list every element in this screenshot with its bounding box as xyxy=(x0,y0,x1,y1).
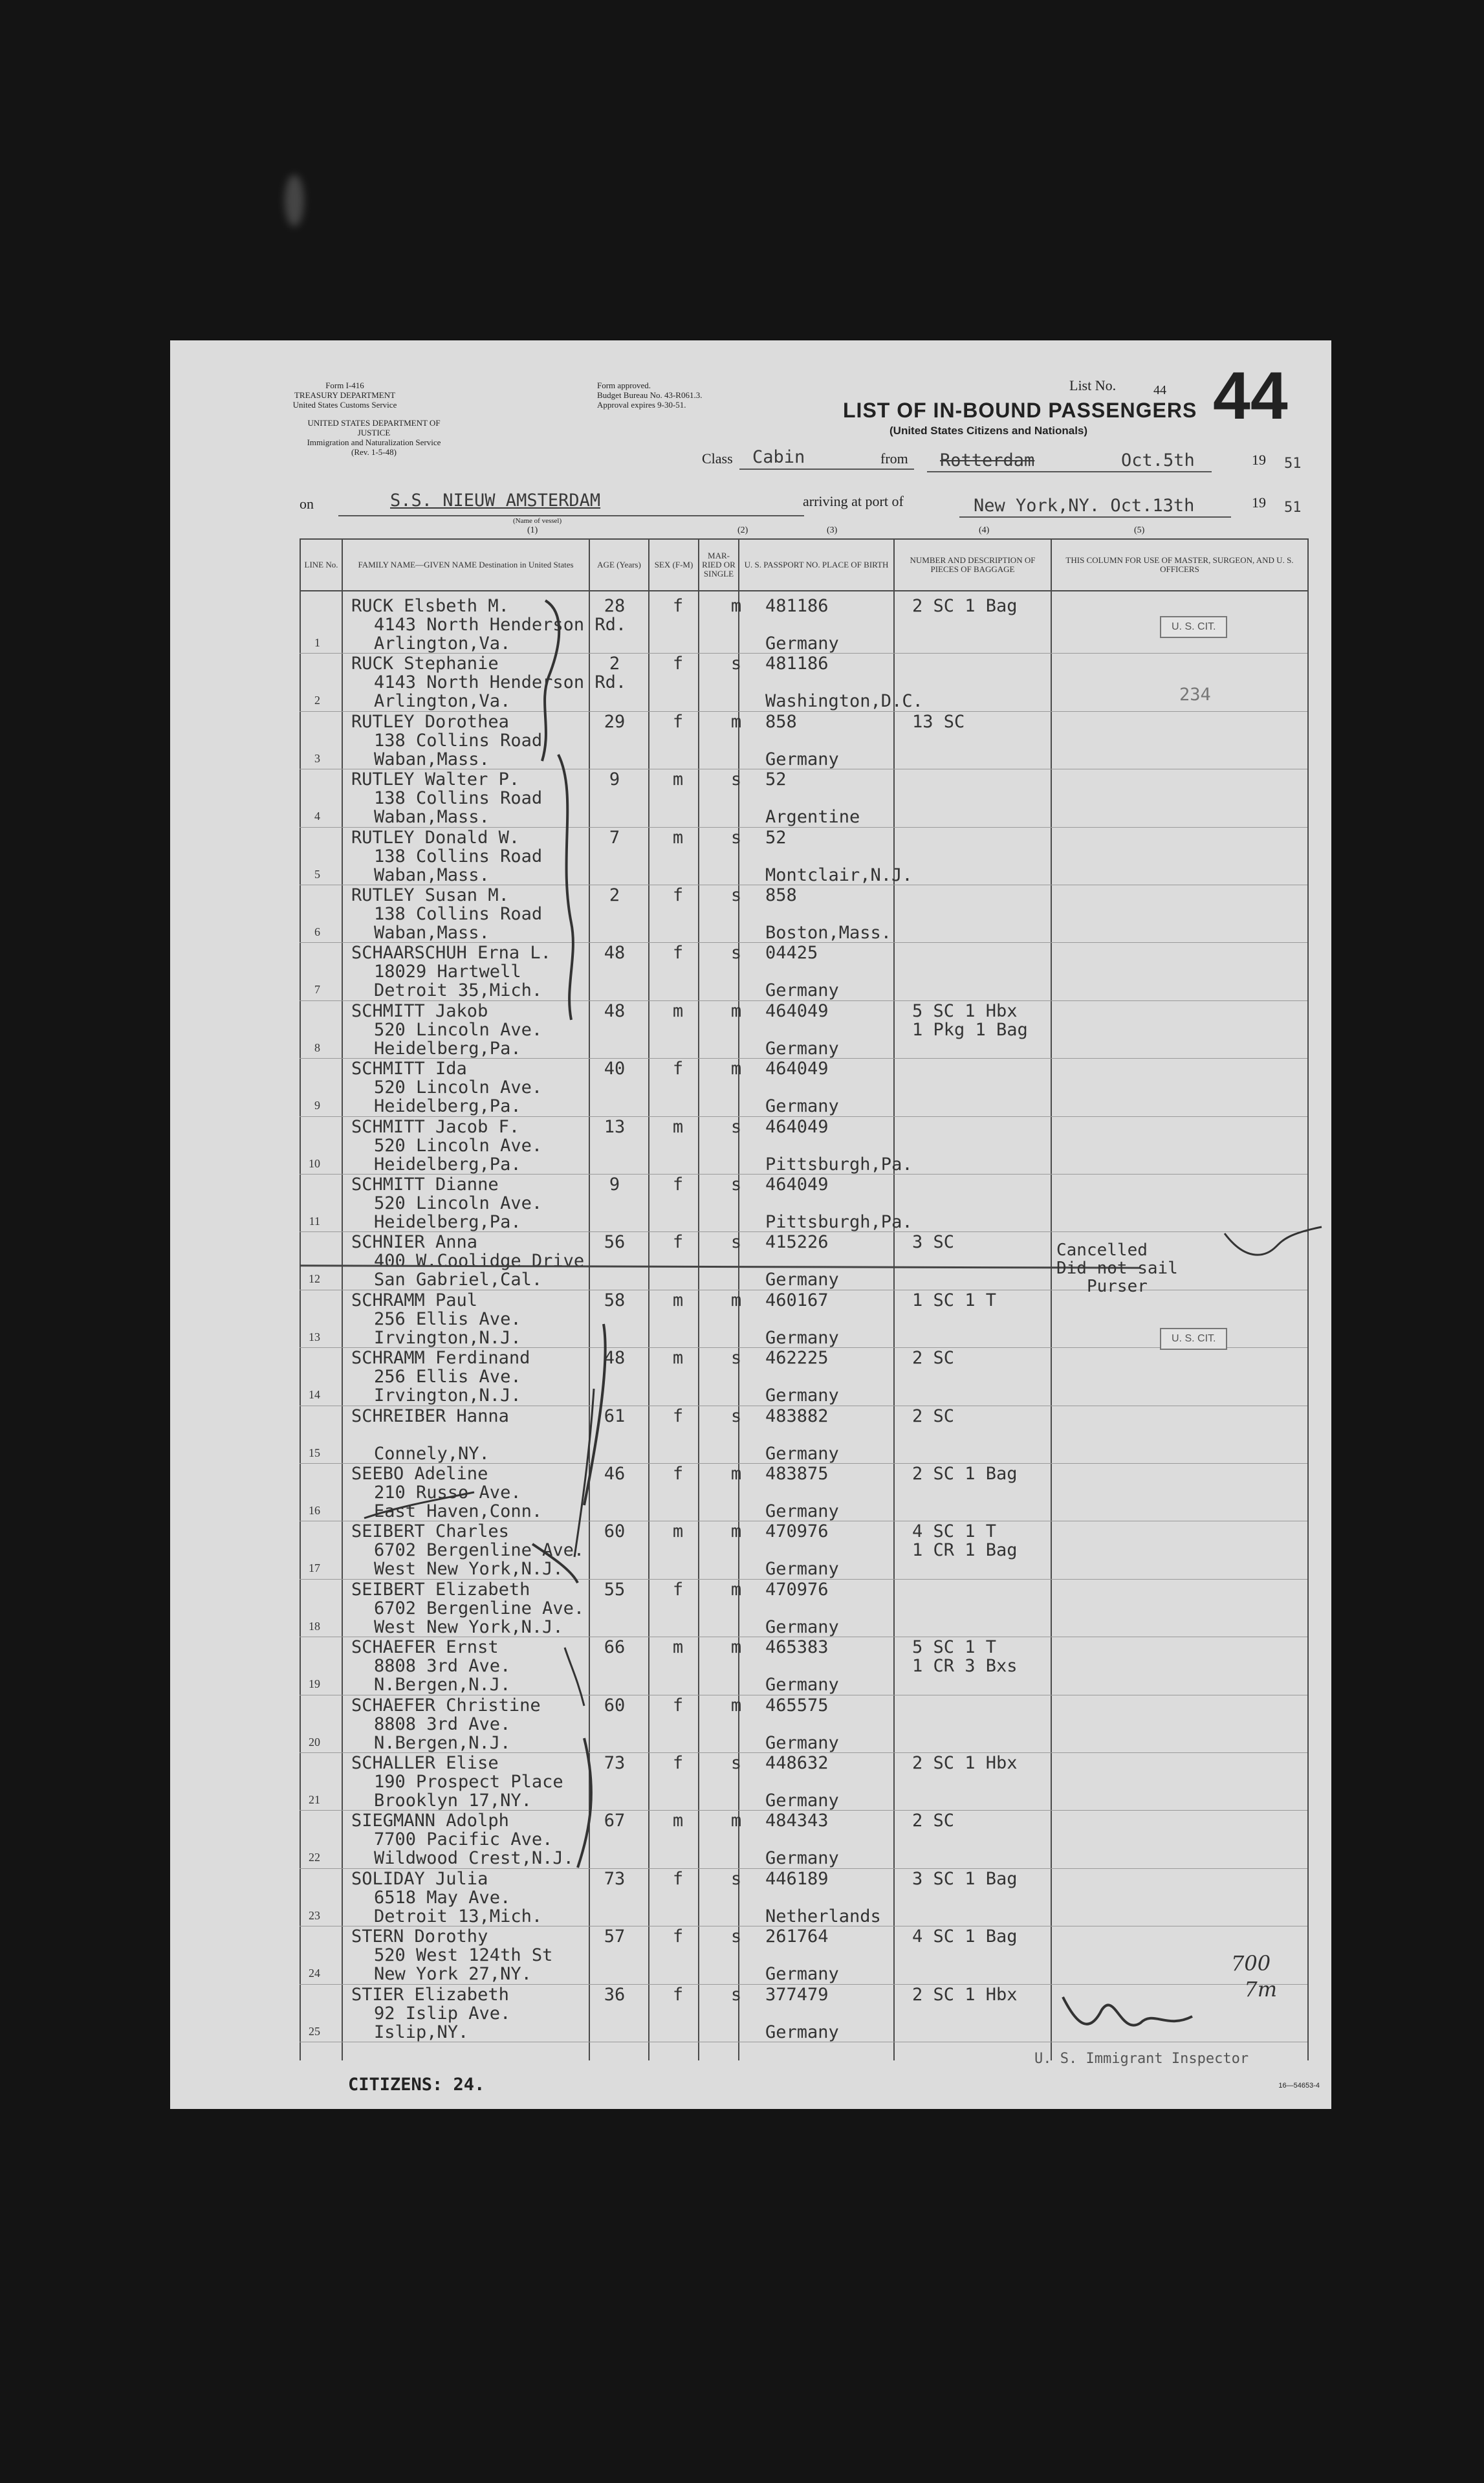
passport-number: 460167 xyxy=(765,1290,829,1310)
passenger-name: SCHNIER Anna xyxy=(351,1232,478,1253)
passenger-marital: s xyxy=(730,1116,742,1137)
passenger-name: SEIBERT Elizabeth xyxy=(351,1579,530,1600)
passenger-city: Waban,Mass. xyxy=(374,749,490,769)
passenger-address: 400 W.Coolidge Drive xyxy=(374,1251,585,1272)
line-number: 4 xyxy=(314,810,320,823)
col-sex-header: SEX (F-M) xyxy=(649,539,699,591)
place-of-birth: Netherlands xyxy=(765,1906,881,1926)
passport-number: 470976 xyxy=(765,1579,829,1600)
passenger-name: SCHAEFER Christine xyxy=(351,1695,541,1716)
passenger-marital: m xyxy=(730,1059,742,1079)
from-label: from xyxy=(880,450,908,467)
citizens-count: CITIZENS: 24. xyxy=(348,2075,485,2095)
passenger-marital: s xyxy=(730,1753,742,1773)
place-of-birth: Germany xyxy=(765,1096,839,1117)
passenger-name: SCHRAMM Paul xyxy=(351,1290,478,1310)
passenger-address: 8808 3rd Ave. xyxy=(374,1656,511,1677)
passenger-marital: s xyxy=(730,1984,742,2005)
passenger-age: 46 xyxy=(604,1464,626,1484)
passport-number: 448632 xyxy=(765,1753,829,1773)
passport-number: 52 xyxy=(765,827,787,848)
passenger-sex: f xyxy=(672,596,684,616)
passenger-sex: f xyxy=(672,1868,684,1889)
line-number: 9 xyxy=(314,1099,320,1112)
list-no-value: 44 xyxy=(1153,383,1166,397)
arriving-label: arriving at port of xyxy=(803,493,904,509)
passport-number: 04425 xyxy=(765,943,818,964)
cancelled-note: Cancelled Did not sail Purser xyxy=(1056,1241,1178,1296)
passenger-address: 18029 Hartwell xyxy=(374,962,521,982)
page-title: LIST OF IN-BOUND PASSENGERS xyxy=(843,399,1197,422)
place-of-birth: Germany xyxy=(765,1385,839,1406)
passport-number: 446189 xyxy=(765,1868,829,1889)
baggage-desc-2: 1 CR 1 Bag xyxy=(912,1540,1018,1561)
baggage-desc: 4 SC 1 T xyxy=(912,1521,997,1542)
passenger-address: 6702 Bergenline Ave. xyxy=(374,1540,585,1561)
passenger-sex: f xyxy=(672,1753,684,1773)
passenger-marital: s xyxy=(730,769,742,790)
passenger-sex: f xyxy=(672,1175,684,1195)
line-number: 13 xyxy=(309,1330,320,1343)
passenger-marital: m xyxy=(730,1000,742,1021)
passenger-address: 520 West 124th St xyxy=(374,1945,553,1966)
passenger-name: SCHMITT Ida xyxy=(351,1059,467,1079)
passenger-marital: m xyxy=(730,1579,742,1600)
passport-number: 858 xyxy=(765,711,797,732)
passport-number: 464049 xyxy=(765,1000,829,1021)
passenger-marital: m xyxy=(730,711,742,732)
passenger-name: RUTLEY Walter P. xyxy=(351,769,520,790)
baggage-desc: 5 SC 1 T xyxy=(912,1637,997,1658)
baggage-desc: 2 SC 1 Bag xyxy=(912,1464,1018,1484)
baggage-desc: 2 SC 1 Hbx xyxy=(912,1753,1018,1773)
passport-number: 52 xyxy=(765,769,787,790)
list-no-label: List No. xyxy=(1069,377,1117,393)
place-of-birth: Washington,D.C. xyxy=(765,691,923,712)
passport-number: 261764 xyxy=(765,1926,829,1947)
year-prefix: 19 xyxy=(1252,452,1266,468)
passenger-city: N.Bergen,N.J. xyxy=(374,1675,511,1695)
passenger-name: RUCK Stephanie xyxy=(351,654,499,674)
passenger-address: 210 Russo Ave. xyxy=(374,1483,521,1503)
passenger-marital: s xyxy=(730,1868,742,1889)
passenger-marital: s xyxy=(730,654,742,674)
col-number-1: (1) xyxy=(527,525,538,535)
expires-label: Approval expires 9-30-51. xyxy=(597,400,686,410)
passport-number: 481186 xyxy=(765,654,829,674)
passenger-city: San Gabriel,Cal. xyxy=(374,1270,543,1290)
passenger-marital: s xyxy=(730,885,742,905)
passenger-age: 40 xyxy=(604,1059,626,1079)
passenger-name: SCHMITT Jakob xyxy=(351,1000,488,1021)
passenger-city: Waban,Mass. xyxy=(374,923,490,943)
place-of-birth: Pittsburgh,Pa. xyxy=(765,1212,913,1232)
line-number: 15 xyxy=(309,1446,320,1459)
passenger-age: 73 xyxy=(604,1868,626,1889)
passenger-address: 256 Ellis Ave. xyxy=(374,1308,521,1329)
passenger-name: SCHALLER Elise xyxy=(351,1753,499,1773)
class-value: Cabin xyxy=(752,447,805,467)
passenger-sex: f xyxy=(672,1464,684,1484)
passenger-city: Heidelberg,Pa. xyxy=(374,1154,521,1175)
passenger-city: Connely,NY. xyxy=(374,1443,490,1464)
passenger-marital: m xyxy=(730,1464,742,1484)
baggage-desc: 3 SC xyxy=(912,1232,955,1253)
line-number: 1 xyxy=(314,636,320,649)
passport-number: 481186 xyxy=(765,596,829,616)
place-of-birth: Germany xyxy=(765,1443,839,1464)
place-of-birth: Argentine xyxy=(765,807,860,828)
year-prefix: 19 xyxy=(1252,494,1266,511)
passport-number: 415226 xyxy=(765,1232,829,1253)
passenger-sex: f xyxy=(672,1926,684,1947)
passenger-city: Arlington,Va. xyxy=(374,691,511,712)
class-label: Class xyxy=(702,450,733,467)
passenger-sex: f xyxy=(672,943,684,964)
passenger-address: 138 Collins Road xyxy=(374,788,543,809)
customs-label: United States Customs Service xyxy=(292,400,397,410)
passenger-city: N.Bergen,N.J. xyxy=(374,1732,511,1753)
line-number: 8 xyxy=(314,1041,320,1054)
passenger-name: SCHAEFER Ernst xyxy=(351,1637,499,1658)
line-number: 2 xyxy=(314,694,320,707)
line-number: 23 xyxy=(309,1908,320,1922)
passenger-sex: f xyxy=(672,654,684,674)
passenger-age: 48 xyxy=(604,1348,626,1369)
passport-number: 470976 xyxy=(765,1521,829,1542)
baggage-desc: 3 SC 1 Bag xyxy=(912,1868,1018,1889)
passenger-marital: m xyxy=(730,596,742,616)
passenger-sex: f xyxy=(672,1232,684,1253)
passenger-name: SEIBERT Charles xyxy=(351,1521,509,1542)
passenger-city: Heidelberg,Pa. xyxy=(374,1212,521,1232)
col-number-3: (3) xyxy=(827,525,838,535)
passport-number: 462225 xyxy=(765,1348,829,1369)
baggage-desc: 2 SC xyxy=(912,1348,955,1369)
passenger-city: Wildwood Crest,N.J. xyxy=(374,1848,574,1869)
place-of-birth: Montclair,N.J. xyxy=(765,865,913,885)
passenger-city: West New York,N.J. xyxy=(374,1617,563,1637)
passenger-sex: m xyxy=(672,1811,684,1831)
passenger-marital: m xyxy=(730,1637,742,1658)
big-list-number: 44 xyxy=(1213,359,1288,434)
passenger-marital: s xyxy=(730,1406,742,1426)
passenger-age: 56 xyxy=(604,1232,626,1253)
passenger-age: 9 xyxy=(609,769,620,790)
handwriting-marks xyxy=(170,340,1331,2109)
passenger-city: Arlington,Va. xyxy=(374,634,511,654)
place-of-birth: Pittsburgh,Pa. xyxy=(765,1154,913,1175)
passport-number: 464049 xyxy=(765,1116,829,1137)
passenger-name: SCHMITT Dianne xyxy=(351,1175,499,1195)
passenger-city: Detroit 35,Mich. xyxy=(374,980,543,1001)
on-label: on xyxy=(300,496,314,512)
line-number: 6 xyxy=(314,925,320,938)
line-number: 3 xyxy=(314,751,320,765)
col-passport-header: U. S. PASSPORT NO. PLACE OF BIRTH xyxy=(739,539,894,591)
passenger-age: 48 xyxy=(604,943,626,964)
passenger-address: 138 Collins Road xyxy=(374,846,543,866)
approved-label: Form approved. xyxy=(597,381,651,390)
passenger-age: 13 xyxy=(604,1116,626,1137)
passenger-sex: m xyxy=(672,1637,684,1658)
year-from: 51 xyxy=(1284,456,1302,472)
passport-number: 483875 xyxy=(765,1464,829,1484)
passenger-address: 7700 Pacific Ave. xyxy=(374,1829,553,1850)
passenger-name: SCHAARSCHUH Erna L. xyxy=(351,943,551,964)
passenger-age: 2 xyxy=(609,654,620,674)
passenger-age: 2 xyxy=(609,885,620,905)
place-of-birth: Germany xyxy=(765,1038,839,1059)
revision-label: (Rev. 1-5-48) xyxy=(351,447,397,457)
passenger-sex: f xyxy=(672,885,684,905)
passenger-marital: s xyxy=(730,943,742,964)
line-number: 19 xyxy=(309,1677,320,1691)
baggage-desc: 2 SC 1 Hbx xyxy=(912,1984,1018,2005)
place-of-birth: Germany xyxy=(765,1559,839,1580)
passenger-marital: m xyxy=(730,1521,742,1542)
place-of-birth: Germany xyxy=(765,1675,839,1695)
treasury-label: TREASURY DEPARTMENT xyxy=(294,390,396,400)
passport-number: 465575 xyxy=(765,1695,829,1716)
passenger-marital: m xyxy=(730,1695,742,1716)
passenger-age: 57 xyxy=(604,1926,626,1947)
passenger-age: 60 xyxy=(604,1695,626,1716)
passenger-address: 520 Lincoln Ave. xyxy=(374,1135,543,1156)
passenger-address: 190 Prospect Place xyxy=(374,1772,563,1792)
passenger-name: SCHRAMM Ferdinand xyxy=(351,1348,530,1369)
place-of-birth: Germany xyxy=(765,980,839,1001)
inspector-label: U. S. Immigrant Inspector xyxy=(1034,2051,1249,2067)
place-of-birth: Boston,Mass. xyxy=(765,923,892,943)
us-cit-stamp: U. S. CIT. xyxy=(1160,616,1227,638)
passenger-age: 60 xyxy=(604,1521,626,1542)
page-subtitle: (United States Citizens and Nationals) xyxy=(889,425,1088,437)
passenger-address: 92 Islip Ave. xyxy=(374,2003,511,2024)
line-number: 11 xyxy=(309,1215,320,1228)
place-of-birth: Germany xyxy=(765,1791,839,1811)
line-number: 7 xyxy=(314,983,320,997)
passenger-marital: m xyxy=(730,1811,742,1831)
passenger-name: RUTLEY Susan M. xyxy=(351,885,509,905)
place-of-birth: Germany xyxy=(765,2022,839,2042)
passenger-age: 28 xyxy=(604,596,626,616)
passenger-name: STIER Elizabeth xyxy=(351,1984,509,2005)
line-number: 25 xyxy=(309,2024,320,2038)
passport-number: 465383 xyxy=(765,1637,829,1658)
baggage-desc: 1 SC 1 T xyxy=(912,1290,997,1310)
passenger-city: West New York,N.J. xyxy=(374,1559,563,1580)
passenger-age: 67 xyxy=(604,1811,626,1831)
form-number: Form I-416 xyxy=(325,381,364,390)
passenger-address: 256 Ellis Ave. xyxy=(374,1367,521,1387)
photo-glare xyxy=(285,175,304,226)
baggage-desc: 2 SC xyxy=(912,1811,955,1831)
passenger-address: 4143 North Henderson Rd. xyxy=(374,615,627,635)
passenger-address: 138 Collins Road xyxy=(374,730,543,751)
passport-number: 464049 xyxy=(765,1059,829,1079)
line-number: 18 xyxy=(309,1619,320,1633)
baggage-desc: 2 SC xyxy=(912,1406,955,1426)
col-name-header: FAMILY NAME—GIVEN NAME Destination in United States xyxy=(342,539,589,591)
handwritten-234: 234 xyxy=(1179,685,1211,705)
col-baggage-header: NUMBER AND DESCRIPTION OF PIECES OF BAGGAGE xyxy=(894,539,1051,591)
baggage-desc: 2 SC 1 Bag xyxy=(912,596,1018,616)
place-of-birth: Germany xyxy=(765,1327,839,1348)
passenger-city: East Haven,Conn. xyxy=(374,1501,543,1521)
passenger-city: Irvington,N.J. xyxy=(374,1327,521,1348)
port-value: New York,NY. Oct.13th xyxy=(974,496,1195,516)
col-line-header: LINE No. xyxy=(300,539,342,591)
passenger-marital: m xyxy=(730,1290,742,1310)
passenger-marital: s xyxy=(730,1232,742,1253)
passenger-sex: m xyxy=(672,769,684,790)
passenger-sex: f xyxy=(672,1984,684,2005)
passenger-name: RUTLEY Donald W. xyxy=(351,827,520,848)
passenger-city: New York 27,NY. xyxy=(374,1964,532,1985)
baggage-desc-2: 1 CR 3 Bxs xyxy=(912,1656,1018,1677)
passenger-age: 61 xyxy=(604,1406,626,1426)
passenger-marital: s xyxy=(730,1348,742,1369)
year-arrive: 51 xyxy=(1284,500,1302,516)
passenger-address: 138 Collins Road xyxy=(374,904,543,924)
line-number: 10 xyxy=(309,1156,320,1170)
passenger-marital: s xyxy=(730,1926,742,1947)
line-number: 12 xyxy=(309,1272,320,1286)
col-number-2: (2) xyxy=(737,525,748,535)
passenger-city: Waban,Mass. xyxy=(374,865,490,885)
baggage-desc: 5 SC 1 Hbx xyxy=(912,1000,1018,1021)
passenger-name: RUCK Elsbeth M. xyxy=(351,596,509,616)
passenger-age: 66 xyxy=(604,1637,626,1658)
passenger-age: 7 xyxy=(609,827,620,848)
line-number: 24 xyxy=(309,1967,320,1980)
passenger-age: 48 xyxy=(604,1000,626,1021)
col-number-4: (4) xyxy=(979,525,990,535)
col-married-header: MAR-RIED OR SINGLE xyxy=(699,539,739,591)
passenger-marital: s xyxy=(730,1175,742,1195)
footer-code: 16—54653-4 xyxy=(1278,2082,1320,2090)
passenger-sex: f xyxy=(672,1579,684,1600)
handwritten-note: 700 7m xyxy=(1231,1951,1278,2002)
from-value: Rotterdam xyxy=(940,450,1035,470)
passport-number: 484343 xyxy=(765,1811,829,1831)
col-number-5: (5) xyxy=(1134,525,1145,535)
passenger-sex: m xyxy=(672,1116,684,1137)
passenger-address: 520 Lincoln Ave. xyxy=(374,1077,543,1098)
place-of-birth: Germany xyxy=(765,1501,839,1521)
place-of-birth: Germany xyxy=(765,749,839,769)
passenger-address: 520 Lincoln Ave. xyxy=(374,1193,543,1213)
passenger-sex: f xyxy=(672,1059,684,1079)
place-of-birth: Germany xyxy=(765,1617,839,1637)
passenger-age: 9 xyxy=(609,1175,620,1195)
passenger-sex: f xyxy=(672,1695,684,1716)
passport-number: 464049 xyxy=(765,1175,829,1195)
passenger-sex: f xyxy=(672,711,684,732)
passenger-name: SIEGMANN Adolph xyxy=(351,1811,509,1831)
place-of-birth: Germany xyxy=(765,1848,839,1869)
justice-label: UNITED STATES DEPARTMENT OF JUSTICE xyxy=(307,418,441,437)
passenger-address: 6702 Bergenline Ave. xyxy=(374,1598,585,1618)
manifest-page xyxy=(170,340,1331,2109)
passenger-age: 73 xyxy=(604,1753,626,1773)
line-number: 5 xyxy=(314,867,320,881)
place-of-birth: Germany xyxy=(765,1732,839,1753)
passenger-sex: m xyxy=(672,827,684,848)
passport-number: 858 xyxy=(765,885,797,905)
baggage-desc: 13 SC xyxy=(912,711,965,732)
vessel-caption: (Name of vessel) xyxy=(513,517,562,525)
passenger-city: Islip,NY. xyxy=(374,2022,469,2042)
col-age-header: AGE (Years) xyxy=(589,539,649,591)
vessel-name: S.S. NIEUW AMSTERDAM xyxy=(390,491,601,511)
passenger-name: RUTLEY Dorothea xyxy=(351,711,509,732)
from-date: Oct.5th xyxy=(1121,450,1195,470)
passenger-city: Detroit 13,Mich. xyxy=(374,1906,543,1926)
line-number: 17 xyxy=(309,1562,320,1575)
baggage-desc-2: 1 Pkg 1 Bag xyxy=(912,1019,1028,1040)
passenger-age: 29 xyxy=(604,711,626,732)
passenger-address: 520 Lincoln Ave. xyxy=(374,1019,543,1040)
passenger-name: STERN Dorothy xyxy=(351,1926,488,1947)
place-of-birth: Germany xyxy=(765,1964,839,1985)
baggage-desc: 4 SC 1 Bag xyxy=(912,1926,1018,1947)
passenger-city: Brooklyn 17,NY. xyxy=(374,1791,532,1811)
passenger-address: 8808 3rd Ave. xyxy=(374,1714,511,1734)
line-number: 22 xyxy=(309,1851,320,1864)
passenger-name: SEEBO Adeline xyxy=(351,1464,488,1484)
place-of-birth: Germany xyxy=(765,634,839,654)
line-number: 20 xyxy=(309,1735,320,1749)
passenger-name: SOLIDAY Julia xyxy=(351,1868,488,1889)
line-number: 16 xyxy=(309,1504,320,1517)
passenger-address: 6518 May Ave. xyxy=(374,1887,511,1908)
ins-label: Immigration and Naturalization Service xyxy=(307,437,441,447)
passport-number: 377479 xyxy=(765,1984,829,2005)
passport-number: 483882 xyxy=(765,1406,829,1426)
passenger-age: 58 xyxy=(604,1290,626,1310)
line-number: 21 xyxy=(309,1793,320,1806)
passenger-sex: m xyxy=(672,1348,684,1369)
passenger-city: Heidelberg,Pa. xyxy=(374,1038,521,1059)
passenger-age: 55 xyxy=(604,1579,626,1600)
passenger-name: SCHMITT Jacob F. xyxy=(351,1116,520,1137)
passenger-age: 36 xyxy=(604,1984,626,2005)
place-of-birth: Germany xyxy=(765,1270,839,1290)
passenger-sex: m xyxy=(672,1290,684,1310)
passenger-city: Waban,Mass. xyxy=(374,807,490,828)
budget-label: Budget Bureau No. 43-R061.3. xyxy=(597,390,703,400)
line-number: 14 xyxy=(309,1388,320,1402)
passenger-sex: m xyxy=(672,1000,684,1021)
passenger-city: Heidelberg,Pa. xyxy=(374,1096,521,1117)
passenger-sex: f xyxy=(672,1406,684,1426)
passenger-name: SCHREIBER Hanna xyxy=(351,1406,509,1426)
passenger-city: Irvington,N.J. xyxy=(374,1385,521,1406)
passenger-marital: s xyxy=(730,827,742,848)
passenger-sex: m xyxy=(672,1521,684,1542)
us-cit-stamp-2: U. S. CIT. xyxy=(1160,1328,1227,1350)
col-officers-header: THIS COLUMN FOR USE OF MASTER, SURGEON, AND U. S. OFFICERS xyxy=(1051,539,1308,591)
passenger-address: 4143 North Henderson Rd. xyxy=(374,672,627,693)
